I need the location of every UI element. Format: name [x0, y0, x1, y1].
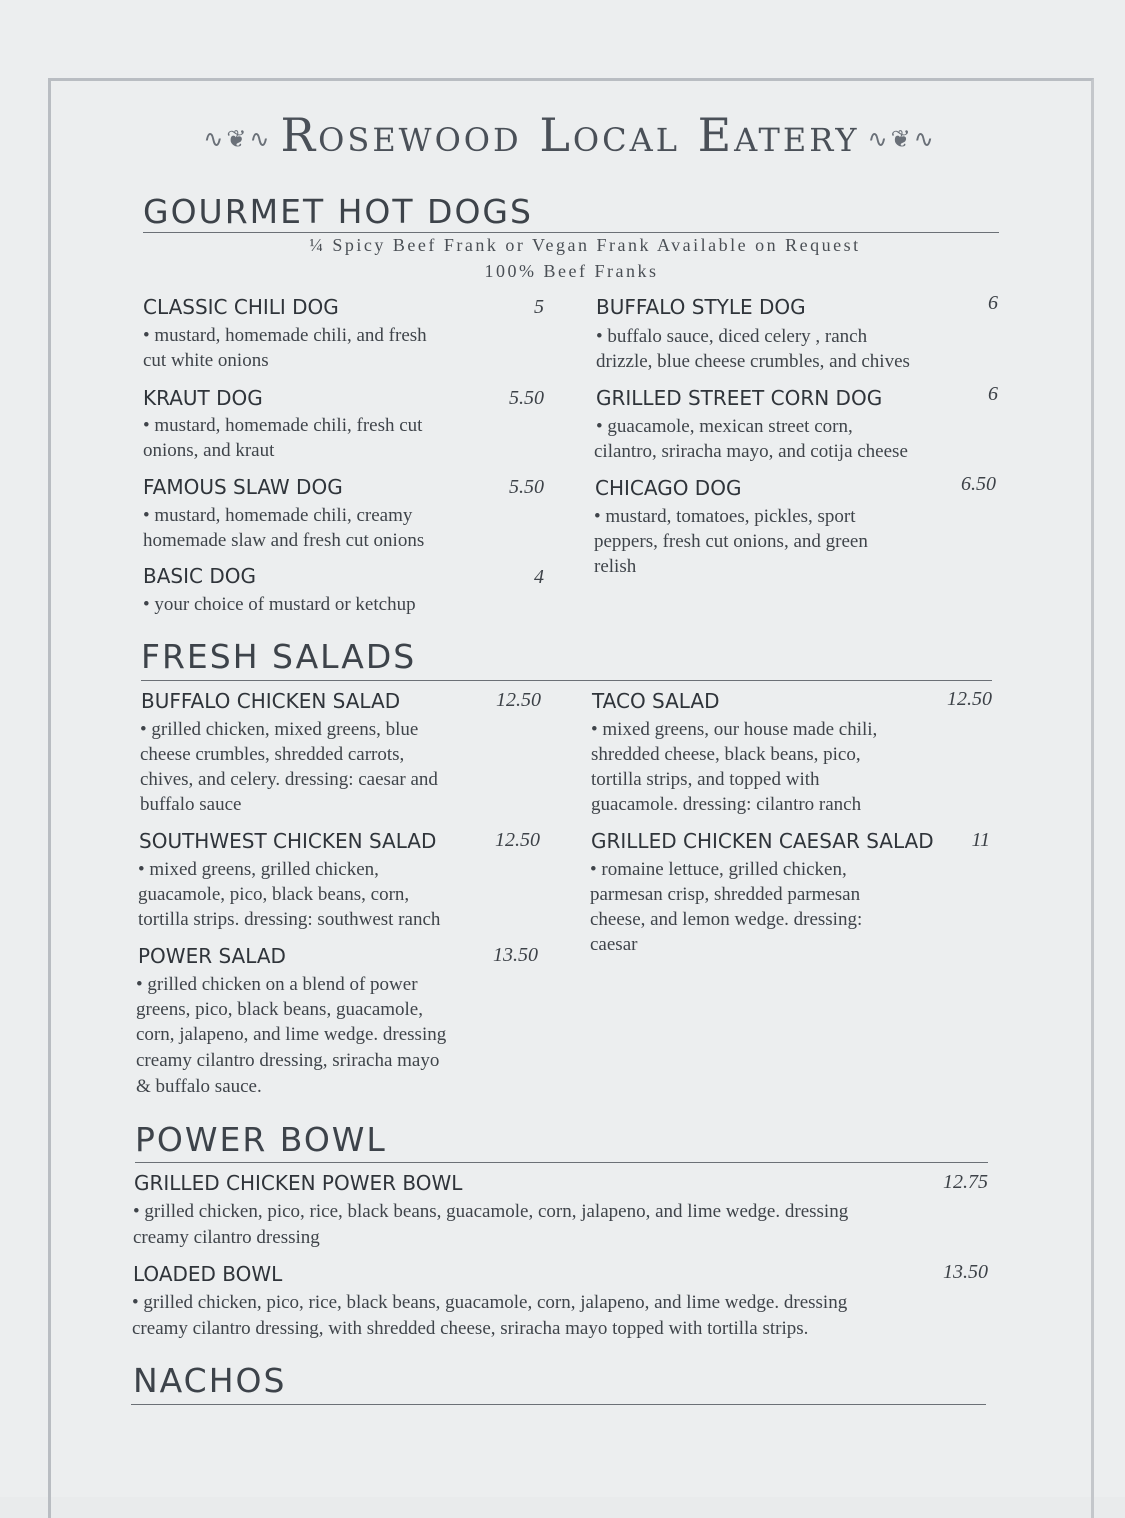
section-rule: [131, 1404, 986, 1405]
item-description: • grilled chicken, pico, rice, black beans, guacamole, corn, jalapeno, and lime wedge. dressing: [132, 1292, 848, 1313]
item-name: CLASSIC CHILI DOG: [143, 295, 339, 319]
section-rule: [143, 232, 999, 233]
item-description: • mixed greens, grilled chicken,: [138, 859, 379, 880]
item-description: • mustard, homemade chili, creamy: [143, 505, 413, 526]
item-name: TACO SALAD: [592, 689, 720, 713]
item-name: BUFFALO STYLE DOG: [596, 295, 806, 319]
item-price: 12.50: [495, 829, 540, 851]
item-name: POWER SALAD: [138, 944, 286, 968]
section-note: 100% Beef Franks: [484, 261, 659, 281]
item-description: peppers, fresh cut onions, and green: [594, 531, 868, 552]
item-name: GRILLED STREET CORN DOG: [596, 386, 883, 410]
item-description: • mixed greens, our house made chili,: [591, 719, 878, 740]
section-heading-power-bowl: POWER BOWL: [135, 1120, 387, 1159]
item-description: cheese crumbles, shredded carrots,: [140, 744, 405, 765]
item-price: 12.50: [947, 688, 992, 710]
item-description: parmesan crisp, shredded parmesan: [590, 884, 861, 905]
item-description: cheese, and lemon wedge. dressing:: [590, 909, 863, 930]
item-description: guacamole, pico, black beans, corn,: [138, 884, 410, 905]
item-price: 4: [534, 566, 544, 588]
item-description: drizzle, blue cheese crumbles, and chives: [596, 351, 910, 372]
item-description: shredded cheese, black beans, pico,: [591, 744, 861, 765]
section-heading-salads: FRESH SALADS: [141, 637, 417, 676]
item-description: • grilled chicken, pico, rice, black beans, guacamole, corn, jalapeno, and lime wedge. dressing: [133, 1201, 849, 1222]
item-description: • grilled chicken on a blend of power: [136, 974, 418, 995]
item-price: 13.50: [943, 1261, 988, 1283]
item-description: tortilla strips. dressing: southwest ranch: [138, 909, 441, 930]
item-price: 12.50: [496, 689, 541, 711]
item-description: tortilla strips, and topped with: [591, 769, 820, 790]
item-price: 5.50: [509, 476, 544, 498]
item-description: • your choice of mustard or ketchup: [143, 594, 416, 615]
item-name: BUFFALO CHICKEN SALAD: [141, 689, 401, 713]
section-heading-nachos: NACHOS: [133, 1361, 287, 1400]
item-name: FAMOUS SLAW DOG: [143, 475, 343, 499]
item-description: chives, and celery. dressing: caesar and: [140, 769, 438, 790]
item-description: cut white onions: [143, 350, 269, 371]
item-name: LOADED BOWL: [133, 1262, 283, 1286]
item-description: onions, and kraut: [143, 440, 275, 461]
item-name: BASIC DOG: [143, 564, 256, 588]
item-description: • mustard, homemade chili, and fresh: [143, 325, 427, 346]
item-description: cilantro, sriracha mayo, and cotija cheese: [594, 441, 908, 462]
item-price: 5: [534, 296, 544, 318]
ornament-left-icon: ∿❦∿: [203, 125, 273, 153]
item-name: KRAUT DOG: [143, 386, 263, 410]
section-note: ¼ Spicy Beef Frank or Vegan Frank Available on Request: [309, 235, 861, 255]
item-description: • romaine lettuce, grilled chicken,: [590, 859, 847, 880]
item-description: buffalo sauce: [140, 794, 242, 815]
item-price: 13.50: [493, 944, 538, 966]
item-description: guacamole. dressing: cilantro ranch: [591, 794, 862, 815]
menu-title: [0, 108, 1125, 162]
item-description: greens, pico, black beans, guacamole,: [136, 999, 423, 1020]
item-description: & buffalo sauce.: [136, 1076, 262, 1097]
item-description: • buffalo sauce, diced celery , ranch: [596, 326, 868, 347]
item-name: GRILLED CHICKEN POWER BOWL: [134, 1171, 463, 1195]
item-price: 11: [971, 829, 990, 851]
item-name: SOUTHWEST CHICKEN SALAD: [139, 829, 437, 853]
item-price: 6: [988, 292, 998, 314]
item-price: 12.75: [943, 1171, 988, 1193]
menu-title-text: Rosewood Local Eatery: [280, 108, 860, 162]
item-description: creamy cilantro dressing: [133, 1227, 320, 1248]
item-description: relish: [594, 556, 637, 577]
section-rule: [135, 1162, 988, 1163]
item-description: • mustard, homemade chili, fresh cut: [143, 415, 423, 436]
item-description: caesar: [590, 934, 638, 955]
ornament-right-icon: ∿❦∿: [867, 125, 937, 153]
item-description: • guacamole, mexican street corn,: [596, 416, 853, 437]
item-price: 6: [988, 383, 998, 405]
section-rule: [141, 680, 992, 681]
item-description: creamy cilantro dressing, with shredded cheese, sriracha mayo topped with tortilla strips.: [132, 1318, 809, 1339]
item-description: • grilled chicken, mixed greens, blue: [140, 719, 419, 740]
item-description: corn, jalapeno, and lime wedge. dressing: [136, 1024, 447, 1045]
item-name: CHICAGO DOG: [595, 476, 742, 500]
item-description: • mustard, tomatoes, pickles, sport: [594, 506, 856, 527]
item-description: homemade slaw and fresh cut onions: [143, 530, 425, 551]
item-price: 6.50: [961, 473, 996, 495]
item-description: creamy cilantro dressing, sriracha mayo: [136, 1050, 440, 1071]
section-heading-hot-dogs: GOURMET HOT DOGS: [143, 192, 533, 231]
item-price: 5.50: [509, 387, 544, 409]
item-name: GRILLED CHICKEN CAESAR SALAD: [591, 829, 934, 853]
